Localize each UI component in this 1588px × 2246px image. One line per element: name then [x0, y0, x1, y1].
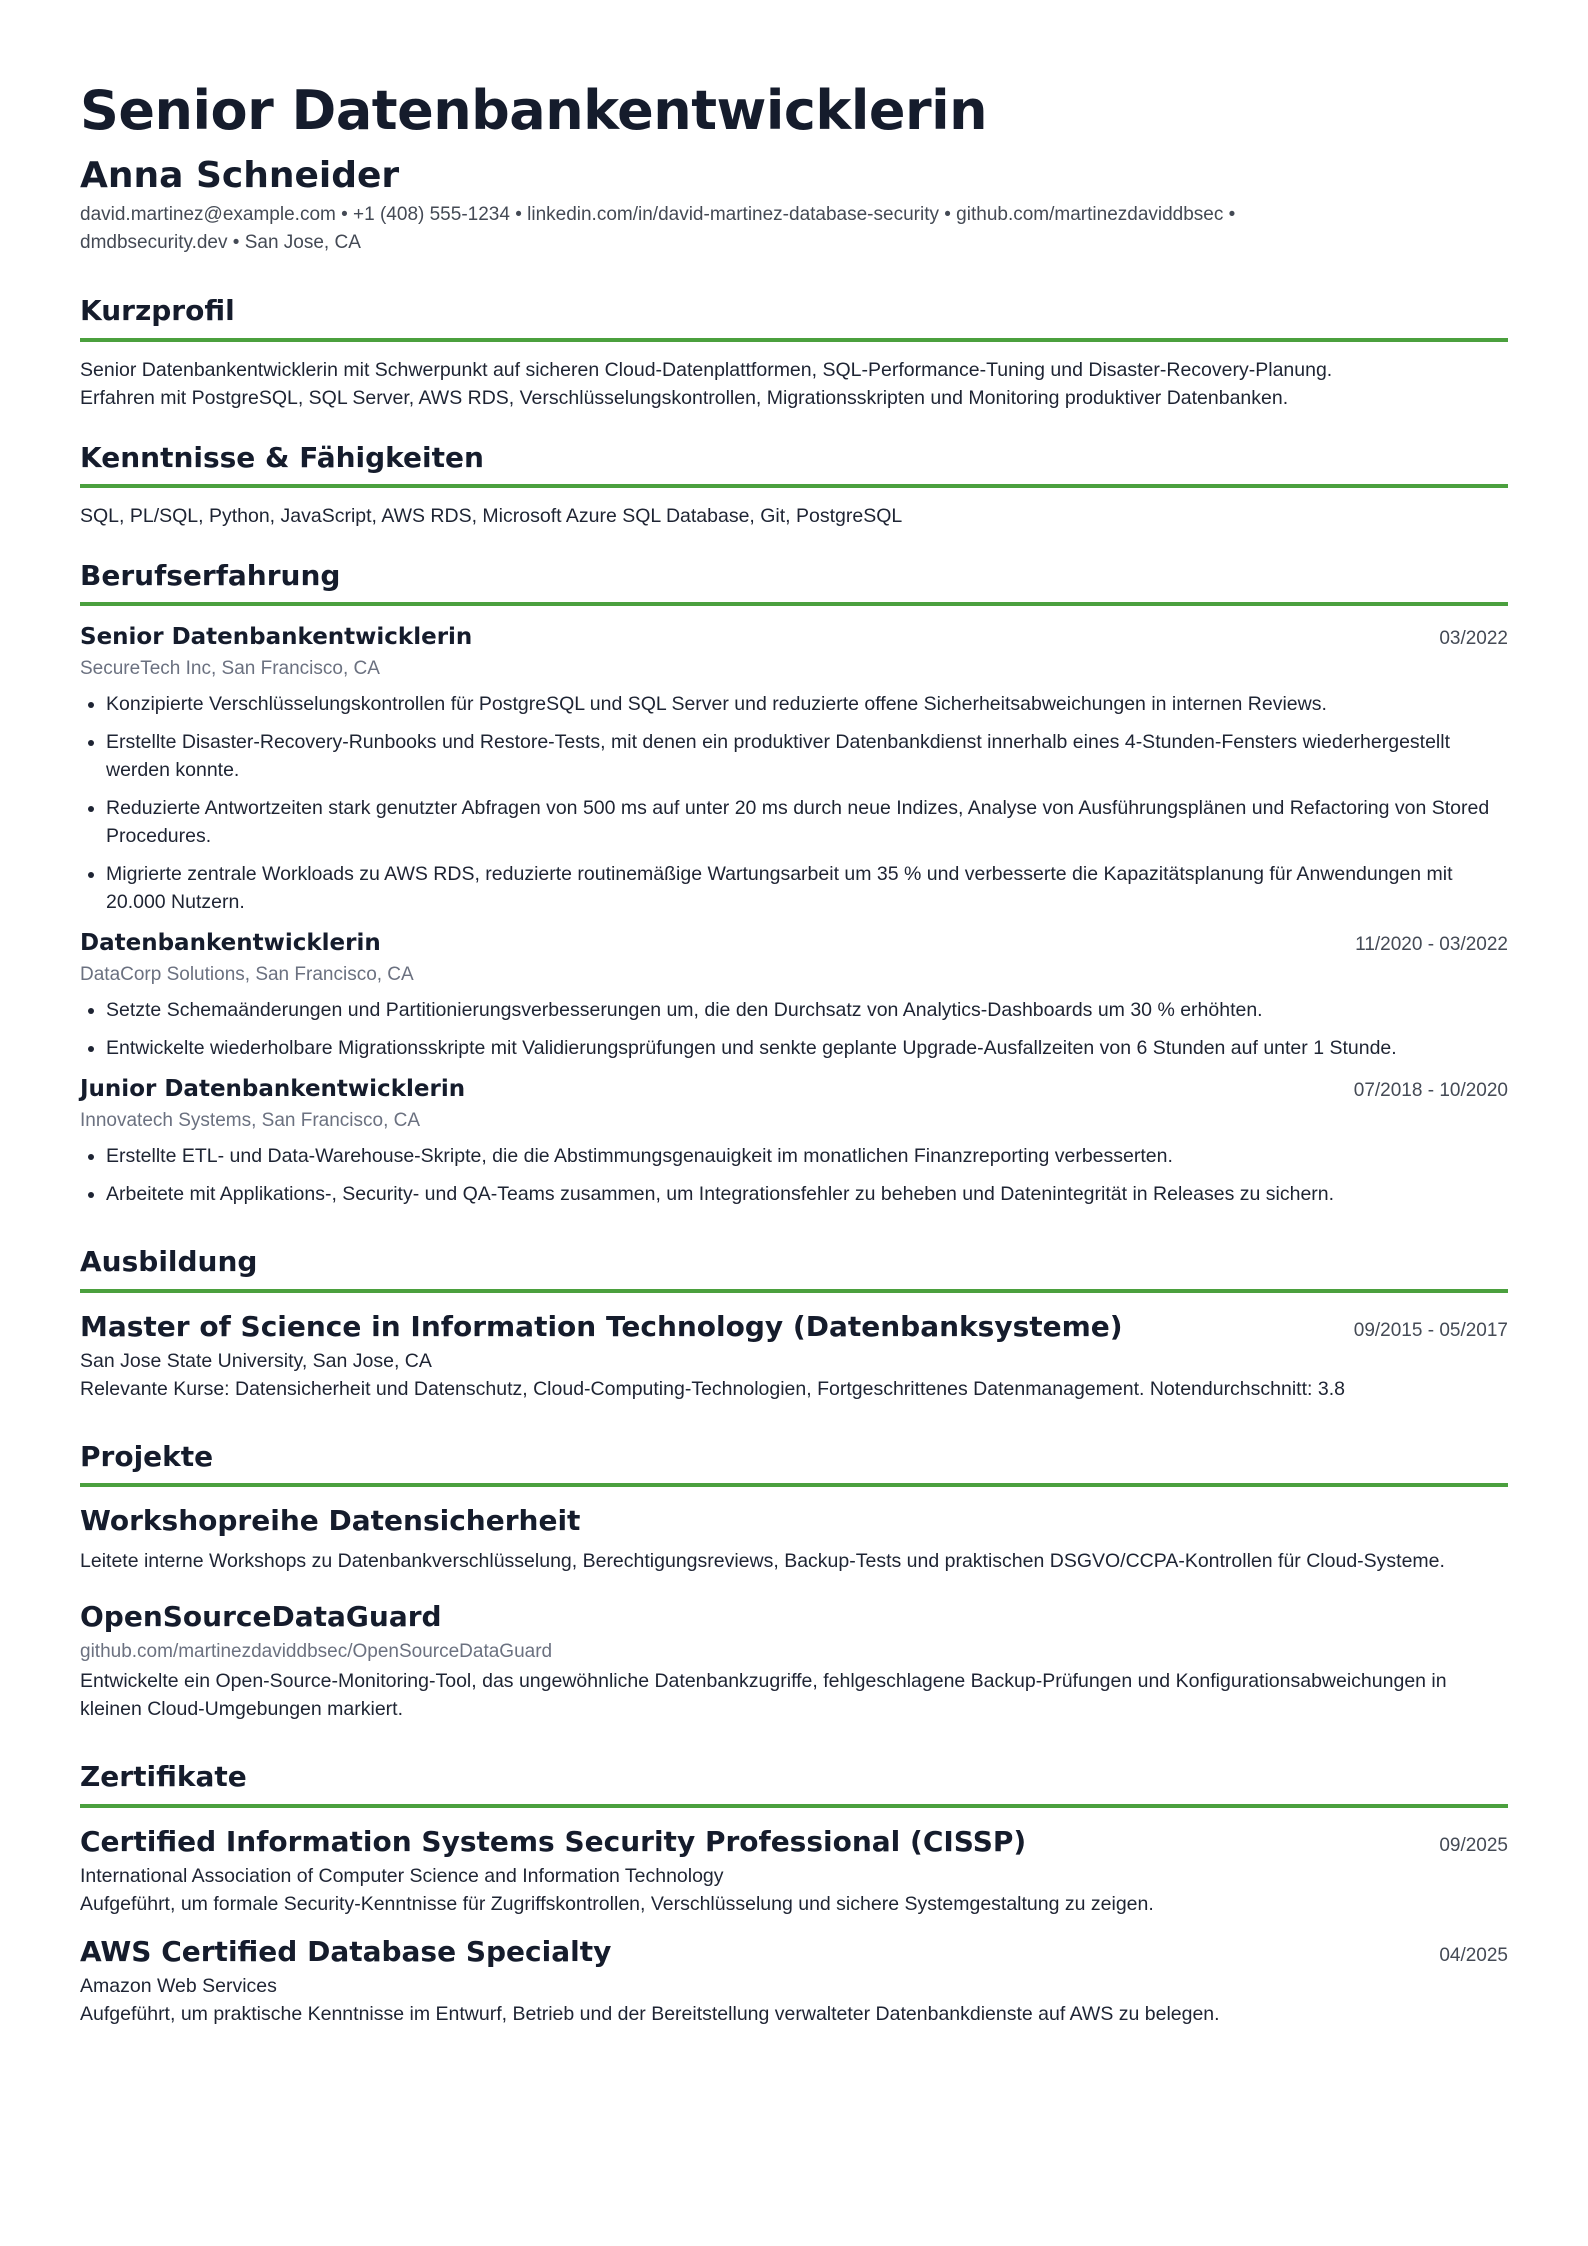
job-date: 07/2018 - 10/2020 [1353, 1080, 1508, 1102]
certificate-description: Aufgeführt, um formale Security-Kenntnisse für Zugriffskontrollen, Verschlüsselung und sichere Systemgestaltung zu zeigen. [80, 1892, 1154, 1915]
page-title: Senior Datenbankentwicklerin [80, 79, 988, 142]
degree-title: Master of Science in Information Technology (Datenbanksysteme) [80, 1309, 1123, 1343]
section-heading: Zertifikate [80, 1759, 1508, 1807]
job-bullets [80, 690, 1508, 916]
list-item: • Erstellte Disaster-Recovery-Runbooks und Restore-Tests, mit denen ein produktiver Datenbankdienst innerhalb eines 4-Stunden-Fensters wiederhergestellt werden konnte. [106, 728, 1508, 784]
certificate-issuer: International Association of Computer Science and Information Technology [80, 1864, 724, 1887]
experience-section [80, 558, 1508, 1208]
job-title: Datenbankentwicklerin [80, 930, 381, 957]
certificate-date: 04/2025 [1439, 1944, 1508, 1966]
job-bullets [80, 996, 1508, 1062]
job-company: SecureTech Inc, San Francisco, CA [80, 658, 380, 680]
education-date: 09/2015 - 05/2017 [1353, 1319, 1508, 1341]
certificate-entry [80, 1822, 1508, 1918]
job-entry [80, 926, 1508, 1062]
profile-section [80, 293, 1508, 411]
project-title: OpenSourceDataGuard [80, 1600, 442, 1634]
project-entry [80, 1597, 1508, 1723]
section-heading: Ausbildung [80, 1244, 1508, 1292]
job-entry [80, 1072, 1508, 1208]
contact-line: david.martinez@example.com • +1 (408) 555-1234 • linkedin.com/in/david-martinez-database-security • github.com/martinezdaviddbsec • [80, 204, 1236, 226]
section-heading: Kurzprofil [80, 293, 1508, 341]
list-item: • Entwickelte wiederholbare Migrationsskripte mit Validierungsprüfungen und senkte geplante Upgrade-Ausfallzeiten von 6 Stunden auf unter 1 Stunde. [106, 1034, 1508, 1062]
list-item: • Reduzierte Antwortzeiten stark genutzter Abfragen von 500 ms auf unter 20 ms durch neue Indizes, Analyse von Ausführungsplänen und Refactoring von Stored Procedures. [106, 794, 1508, 850]
job-title: Junior Datenbankentwicklerin [80, 1076, 466, 1103]
job-company: DataCorp Solutions, San Francisco, CA [80, 964, 414, 986]
project-title: Workshopreihe Datensicherheit [80, 1504, 581, 1538]
profile-line: Erfahren mit PostgreSQL, SQL Server, AWS RDS, Verschlüsselungskontrollen, Migrationsskripten und Monitoring produktiver Datenbanken. [80, 386, 1289, 409]
certificate-entry [80, 1932, 1508, 2028]
skills-section [80, 440, 1508, 530]
list-item: • Arbeitete mit Applikations-, Security- und QA-Teams zusammen, um Integrationsfehler zu beheben und Datenintegrität in Releases zu sichern. [106, 1180, 1508, 1208]
certificate-description: Aufgeführt, um praktische Kenntnisse im Entwurf, Betrieb und der Bereitstellung verwalteter Datenbankdienste auf AWS zu belegen. [80, 2002, 1220, 2025]
section-heading: Projekte [80, 1439, 1508, 1487]
job-company: Innovatech Systems, San Francisco, CA [80, 1110, 421, 1132]
certificate-date: 09/2025 [1439, 1834, 1508, 1856]
job-bullets [80, 1142, 1508, 1208]
profile-line: Senior Datenbankentwicklerin mit Schwerpunkt auf sicheren Cloud-Datenplattformen, SQL-Performance-Tuning und Disaster-Recovery-Planung. [80, 358, 1333, 381]
section-heading: Berufserfahrung [80, 558, 1508, 606]
project-description: Entwickelte ein Open-Source-Monitoring-Tool, das ungewöhnliche Datenbankzugriffe, fehlgeschlagene Backup-Prüfungen und Konfigurationsabweichungen in kleinen Cloud-Umgebungen markiert. [80, 1670, 1447, 1721]
certificates-section [80, 1759, 1508, 2027]
education-details: Relevante Kurse: Datensicherheit und Datenschutz, Cloud-Computing-Technologien, Fortgeschrittenes Datenmanagement. Notendurchschnitt: 3.8 [80, 1377, 1345, 1400]
candidate-name: Anna Schneider [80, 155, 400, 197]
certificate-title: Certified Information Systems Security Professional (CISSP) [80, 1824, 1027, 1858]
project-description: Leitete interne Workshops zu Datenbankverschlüsselung, Berechtigungsreviews, Backup-Tests und praktischen DSGVO/CCPA-Kontrollen für Cloud-Systeme. [80, 1550, 1445, 1573]
projects-section [80, 1439, 1508, 1723]
job-entry [80, 620, 1508, 916]
list-item: • Migrierte zentrale Workloads zu AWS RDS, reduzierte routinemäßige Wartungsarbeit um 35 % und verbesserte die Kapazitätsplanung für Anwendungen mit 20.000 Nutzern. [106, 860, 1508, 916]
job-date: 11/2020 - 03/2022 [1355, 934, 1508, 956]
section-heading: Kenntnisse & Fähigkeiten [80, 440, 1508, 488]
education-section [80, 1244, 1508, 1402]
project-link[interactable]: github.com/martinezdaviddbsec/OpenSourceDataGuard [80, 1641, 553, 1663]
job-date: 03/2022 [1439, 628, 1508, 650]
certificate-issuer: Amazon Web Services [80, 1974, 277, 1997]
school-name: San Jose State University, San Jose, CA [80, 1349, 432, 1372]
profile-text [80, 356, 1508, 412]
certificate-title: AWS Certified Database Specialty [80, 1934, 612, 1968]
list-item: • Erstellte ETL- und Data-Warehouse-Skripte, die die Abstimmungsgenauigkeit im monatlichen Finanzreporting verbesserten. [106, 1142, 1508, 1170]
job-title: Senior Datenbankentwicklerin [80, 624, 473, 651]
list-item: • Setzte Schemaänderungen und Partitionierungsverbesserungen um, die den Durchsatz von Analytics-Dashboards um 30 % erhöhten. [106, 996, 1508, 1024]
skills-text: SQL, PL/SQL, Python, JavaScript, AWS RDS, Microsoft Azure SQL Database, Git, PostgreSQL [80, 505, 903, 528]
list-item: • Konzipierte Verschlüsselungskontrollen für PostgreSQL und SQL Server und reduzierte offene Sicherheitsabweichungen in internen Reviews. [106, 690, 1508, 718]
contact-info [80, 201, 1508, 257]
contact-line: dmdbsecurity.dev • San Jose, CA [80, 232, 361, 254]
project-entry [80, 1501, 1508, 1575]
